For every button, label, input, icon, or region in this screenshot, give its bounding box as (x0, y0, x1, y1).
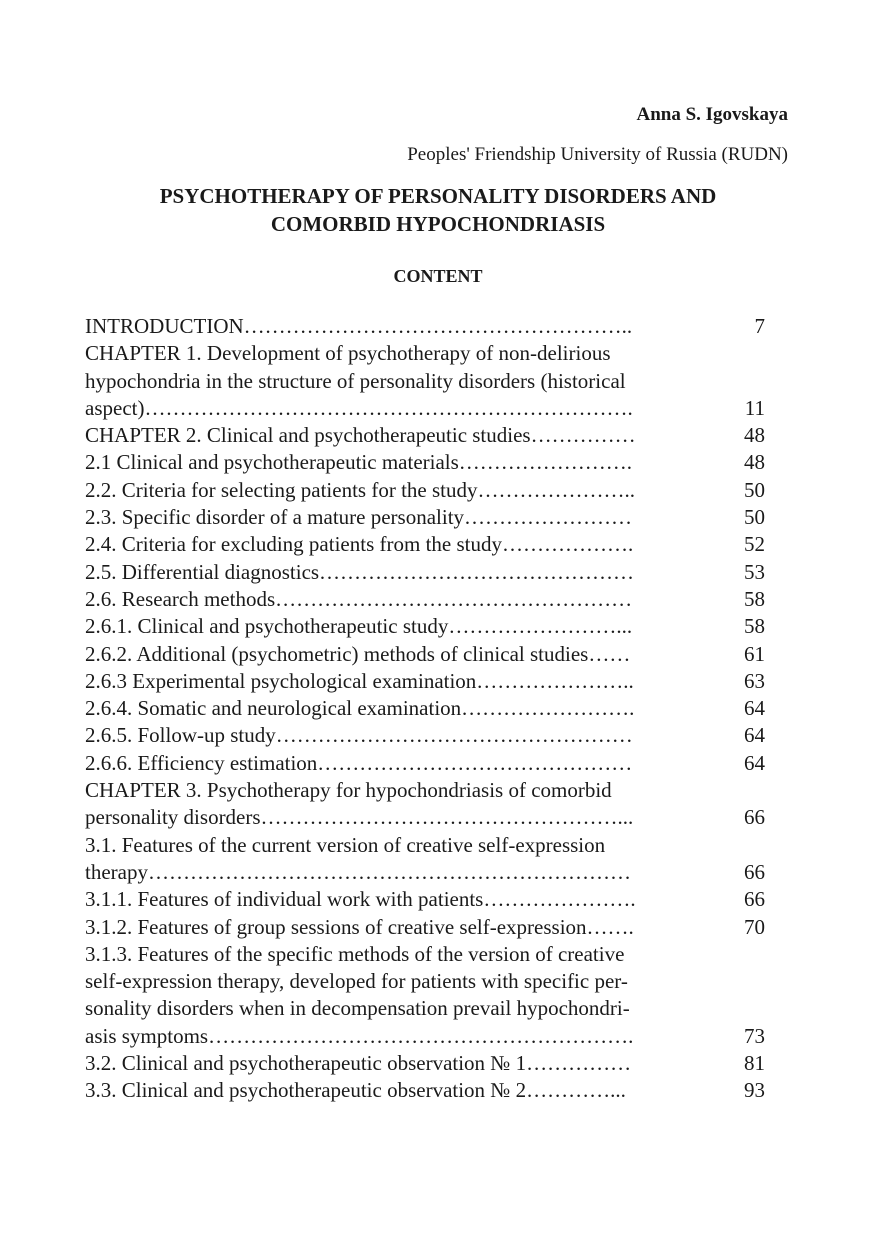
toc-entry-page-number: 61 (744, 641, 765, 666)
table-of-contents (85, 313, 765, 1105)
toc-entry-page-number: 93 (744, 1078, 765, 1103)
toc-entry[interactable] (85, 1050, 765, 1077)
toc-entry-page-number: 50 (744, 505, 765, 530)
toc-entry[interactable] (85, 613, 765, 640)
toc-entry[interactable] (85, 941, 765, 1050)
toc-entry[interactable] (85, 449, 765, 476)
toc-entry-title (85, 586, 705, 613)
title-line-2: COMORBID HYPOCHONDRIASIS (270, 212, 606, 236)
toc-entry-title-line: CHAPTER 3. Psychotherapy for hypochondriasis of comorbid (85, 778, 612, 803)
toc-entry-title-last-line: 2.6. Research methods…………………………………………… (85, 586, 633, 611)
toc-entry[interactable] (85, 586, 765, 613)
toc-entry-page-number: 66 (744, 859, 765, 884)
author-affiliation: Peoples' Friendship University of Russia (RUDN) (407, 144, 788, 165)
toc-entry-title-last-line: asis symptoms……………………………………………………. (85, 1023, 634, 1048)
toc-entry-title-last-line: personality disorders……………………………………………... (85, 805, 634, 830)
toc-entry-title-line: self-expression therapy, developed for patients with specific per- (85, 969, 628, 994)
toc-entry-title-last-line: 3.1.2. Features of group sessions of creative self-expression……. (85, 914, 634, 939)
toc-entry-title-last-line: 3.3. Clinical and psychotherapeutic observation № 2…………... (85, 1078, 626, 1103)
toc-entry-title (85, 777, 705, 832)
toc-entry-title (85, 531, 705, 558)
toc-entry-title-last-line: 2.6.5. Follow-up study…………………………………………… (85, 723, 633, 748)
toc-entry-page-number: 50 (744, 477, 765, 502)
toc-entry-page-number: 52 (744, 532, 765, 557)
toc-entry-title (85, 668, 705, 695)
toc-entry[interactable] (85, 722, 765, 749)
toc-entry[interactable] (85, 340, 765, 422)
toc-entry-title (85, 340, 705, 422)
toc-entry-title-last-line: 2.6.2. Additional (psychometric) methods of clinical studies…… (85, 641, 631, 666)
toc-entry-page-number: 63 (744, 668, 765, 693)
toc-entry-title (85, 504, 705, 531)
toc-entry-title-last-line: 2.6.6. Efficiency estimation……………………………………… (85, 750, 633, 775)
toc-entry-title-last-line: CHAPTER 2. Clinical and psychotherapeutic studies…………… (85, 423, 636, 448)
toc-entry-title (85, 1050, 705, 1077)
toc-entry-title-last-line: aspect)……………………………………………………………. (85, 395, 633, 420)
toc-entry[interactable] (85, 313, 765, 340)
toc-entry-title-last-line: 3.2. Clinical and psychotherapeutic observation № 1…………… (85, 1051, 632, 1076)
toc-entry-page-number: 64 (744, 723, 765, 748)
toc-entry[interactable] (85, 531, 765, 558)
toc-entry[interactable] (85, 504, 765, 531)
toc-entry-title-line: 3.1.3. Features of the specific methods of the version of creative (85, 941, 625, 966)
toc-entry-title (85, 422, 705, 449)
toc-entry[interactable] (85, 422, 765, 449)
toc-entry[interactable] (85, 477, 765, 504)
toc-entry-title-last-line: 2.6.1. Clinical and psychotherapeutic study……………………... (85, 614, 633, 639)
author-name: Anna S. Igovskaya (636, 104, 788, 125)
toc-entry-title (85, 886, 705, 913)
toc-entry[interactable] (85, 750, 765, 777)
toc-entry-title-last-line: 2.3. Specific disorder of a mature personality…………………… (85, 505, 633, 530)
toc-entry-title-last-line: 2.5. Differential diagnostics……………………………………… (85, 559, 635, 584)
toc-entry-page-number: 66 (744, 887, 765, 912)
content-heading: CONTENT (393, 266, 483, 286)
toc-entry-title (85, 641, 705, 668)
toc-entry[interactable] (85, 641, 765, 668)
toc-entry-title-last-line: 2.6.4. Somatic and neurological examination……………………. (85, 696, 635, 721)
toc-entry-title-last-line: 2.2. Criteria for selecting patients for the study………………….. (85, 477, 635, 502)
toc-entry[interactable] (85, 777, 765, 832)
toc-entry-title (85, 722, 705, 749)
toc-entry-page-number: 64 (744, 696, 765, 721)
toc-entry-page-number: 58 (744, 586, 765, 611)
toc-entry-page-number: 48 (744, 423, 765, 448)
toc-entry-title-line: sonality disorders when in decompensation prevail hypochondri- (85, 996, 630, 1021)
toc-entry-page-number: 70 (744, 914, 765, 939)
toc-entry-title-last-line: 3.1.1. Features of individual work with patients…………………. (85, 887, 636, 912)
toc-entry[interactable] (85, 1077, 765, 1104)
toc-entry-page-number: 64 (744, 750, 765, 775)
toc-entry-title (85, 559, 705, 586)
toc-entry-title (85, 313, 705, 340)
toc-entry-page-number: 7 (754, 314, 765, 338)
toc-entry-page-number: 66 (744, 805, 765, 830)
toc-entry[interactable] (85, 695, 765, 722)
toc-entry-page-number: 11 (744, 395, 765, 420)
toc-entry-page-number: 73 (744, 1023, 765, 1048)
toc-entry[interactable] (85, 832, 765, 887)
toc-entry-page-number: 53 (744, 559, 765, 584)
toc-entry-title (85, 449, 705, 476)
toc-entry-page-number: 58 (744, 614, 765, 639)
toc-entry-title (85, 477, 705, 504)
toc-entry[interactable] (85, 559, 765, 586)
toc-entry-page-number: 48 (744, 450, 765, 475)
toc-entry-title (85, 941, 705, 1050)
toc-entry-page-number: 81 (744, 1051, 765, 1076)
toc-entry-title-last-line: 2.1 Clinical and psychotherapeutic materials……………………. (85, 450, 633, 475)
toc-entry-title (85, 832, 705, 887)
toc-entry[interactable] (85, 886, 765, 913)
title-line-1: PSYCHOTHERAPY OF PERSONALITY DISORDERS AND (159, 184, 717, 208)
toc-entry-title-last-line: 2.6.3 Experimental psychological examination………………….. (85, 668, 634, 693)
toc-entry-title-line: hypochondria in the structure of personality disorders (historical (85, 368, 626, 393)
toc-entry-title-line: 3.1. Features of the current version of creative self-expression (85, 832, 606, 857)
toc-entry-title-line: CHAPTER 1. Development of psychotherapy of non-delirious (85, 341, 611, 366)
toc-entry-title (85, 613, 705, 640)
toc-entry[interactable] (85, 668, 765, 695)
toc-entry-title (85, 695, 705, 722)
toc-entry[interactable] (85, 914, 765, 941)
document-title (0, 182, 876, 238)
toc-entry-title-last-line: 2.4. Criteria for excluding patients from the study………………. (85, 532, 634, 557)
toc-entry-title (85, 750, 705, 777)
toc-entry-title-last-line: INTRODUCTION……………………………………………….. (85, 314, 633, 338)
toc-entry-title-last-line: therapy…………………………………………………………… (85, 859, 631, 884)
toc-entry-title (85, 1077, 705, 1104)
toc-entry-title (85, 914, 705, 941)
